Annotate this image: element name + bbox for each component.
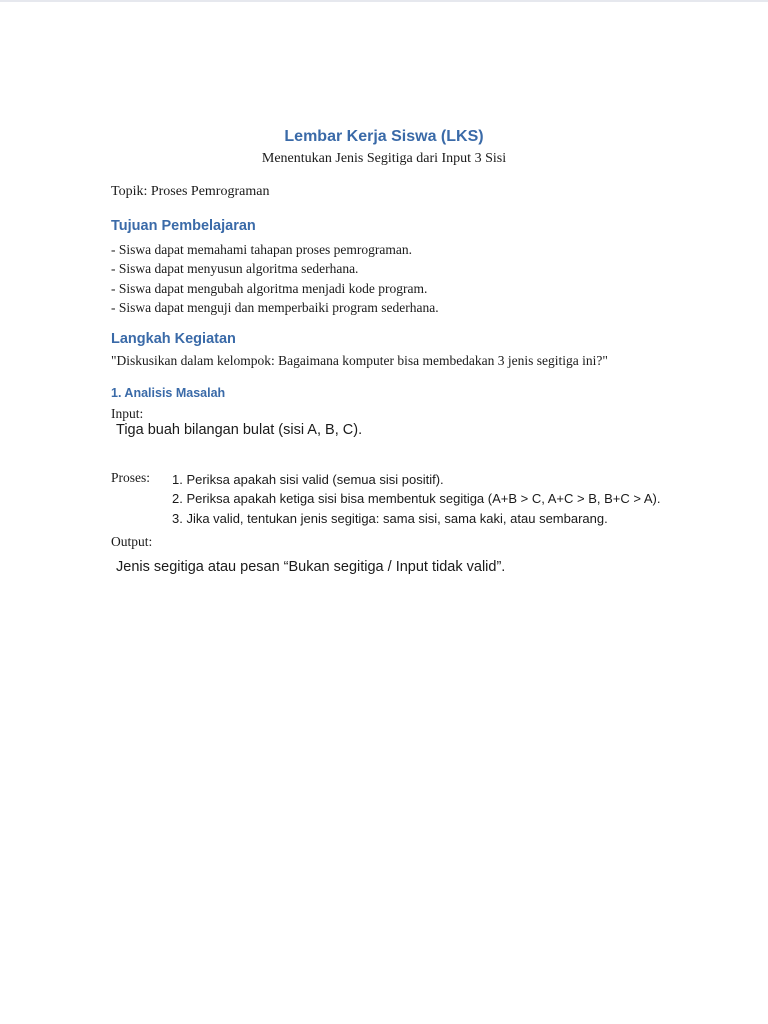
process-step: 2. Periksa apakah ketiga sisi bisa membentuk segitiga (A+B > C, A+C > B, B+C > A). bbox=[172, 491, 661, 507]
process-steps bbox=[172, 470, 660, 528]
activity-heading: Langkah Kegiatan bbox=[111, 331, 236, 347]
topic-line: Topik: Proses Pemrograman bbox=[111, 184, 270, 199]
analysis-heading: 1. Analisis Masalah bbox=[111, 386, 226, 400]
objective-item: - Siswa dapat mengubah algoritma menjadi kode program. bbox=[111, 280, 428, 296]
objective-item: - Siswa dapat memahami tahapan proses pemrograman. bbox=[111, 242, 413, 257]
objectives-heading: Tujuan Pembelajaran bbox=[111, 218, 256, 234]
discussion-prompt: "Diskusikan dalam kelompok: Bagaimana komputer bisa membedakan 3 jenis segitiga ini?" bbox=[111, 353, 608, 368]
objective-item: - Siswa dapat menguji dan memperbaiki program sederhana. bbox=[111, 299, 439, 315]
objective-item: - Siswa dapat menyusun algoritma sederhana. bbox=[111, 261, 359, 277]
process-step: 1. Periksa apakah sisi valid (semua sisi positif). bbox=[172, 472, 444, 487]
objectives-list bbox=[111, 240, 439, 317]
process-step: 3. Jika valid, tentukan jenis segitiga: sama sisi, sama kaki, atau sembarang. bbox=[172, 510, 608, 526]
output-description: Jenis segitiga atau pesan “Bukan segitiga / Input tidak valid”. bbox=[116, 559, 506, 575]
process-label: Proses: bbox=[111, 470, 151, 485]
input-description: Tiga buah bilangan bulat (sisi A, B, C). bbox=[116, 422, 363, 438]
input-label: Input: bbox=[111, 406, 144, 421]
output-label: Output: bbox=[111, 534, 153, 549]
document-title: Lembar Kerja Siswa (LKS) bbox=[284, 128, 484, 145]
document-subtitle: Menentukan Jenis Segitiga dari Input 3 Sisi bbox=[261, 151, 507, 166]
